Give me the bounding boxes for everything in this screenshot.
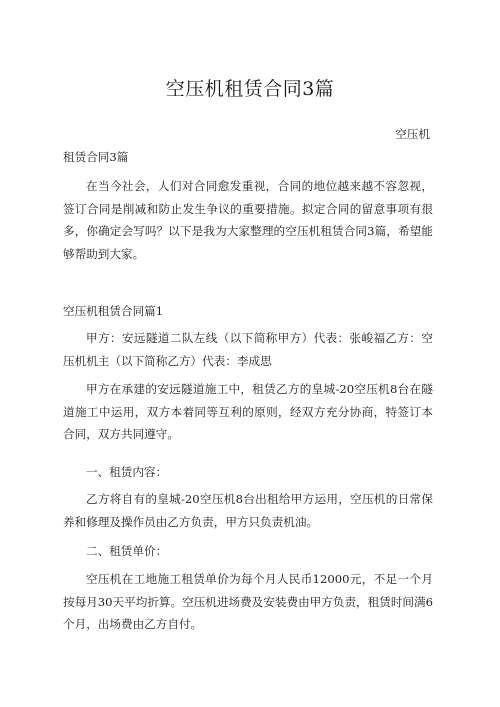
- header-right-text: 空压机: [395, 127, 430, 141]
- intro-paragraph: 在当今社会，人们对合同愈发重视，合同的地位越来越不容忽视，签订合同是削减和防止发生争议的重要措施。拟定合同的留意事项有很多，你确定会写吗？以下是我为大家整理的空压机租赁合同3篇，希望能够帮助到大家。: [63, 179, 433, 261]
- header-left-text: 租赁合同3篇: [63, 150, 129, 164]
- clause1-heading: 一、租赁内容：: [86, 465, 168, 479]
- clause2-body: 空压机在工地施工租赁单价为每个月人民币12000元，不足一个月按每月30天平均折算。空压机进场费及安装费由甲方负责，租赁时间满6个月，出场费由乙方自付。: [63, 572, 433, 631]
- clause1-body: 乙方将自有的皇城-20空压机8台出租给甲方运用，空压机的日常保养和修理及操作员由乙方负责，甲方只负责机油。: [63, 492, 433, 529]
- parties-paragraph: 甲方：安远隧道二队左线（以下简称甲方）代表：张峻福乙方：空压机机主（以下简称乙方）代表：李成思: [63, 331, 433, 368]
- section-title: 空压机租赁合同篇1: [63, 304, 164, 318]
- document-title: 空压机租赁合同3篇: [165, 78, 335, 100]
- preamble-paragraph: 甲方在承建的安远隧道施工中，租赁乙方的皇城-20空压机8台在隧道施工中运用，双方本着同等互利的原则，经双方充分协商，特签订本合同，双方共同遵守。: [63, 382, 433, 441]
- clause2-heading: 二、租赁单价：: [86, 544, 168, 558]
